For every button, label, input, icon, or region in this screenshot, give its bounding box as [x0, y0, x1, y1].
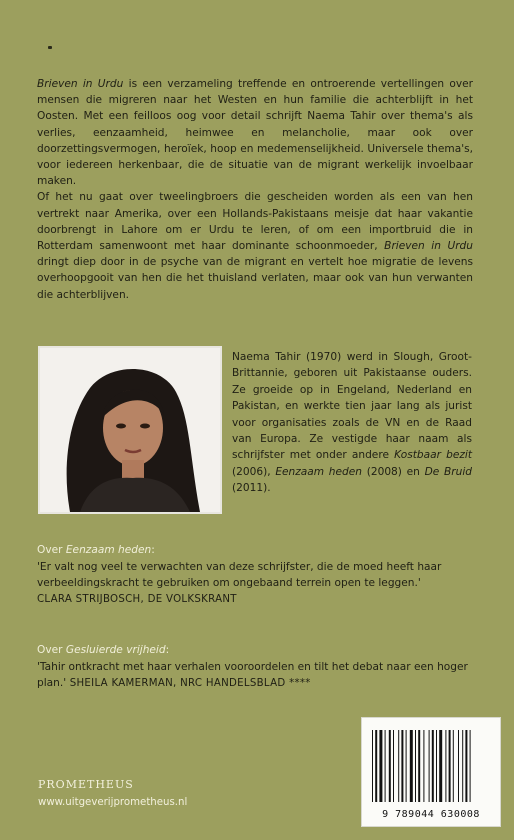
review-text: 'Er valt nog veel te verwachten van deze schrijfster, die de moed heeft haar verbeeldingskracht te gebruiken om ongebaand terrein open te leggen.' — [37, 561, 442, 589]
book-title: Kostbaar bezit — [394, 449, 472, 462]
barcode-bar — [462, 730, 463, 802]
barcode-bar — [432, 730, 434, 802]
author-bio — [232, 349, 472, 497]
review-heading — [37, 644, 473, 656]
review-text — [37, 660, 473, 692]
ink-speck — [48, 46, 52, 49]
bio-text: Naema Tahir (1970) werd in Slough, Groot-Brittannie, geboren uit Pakistaanse ouders. Ze groeide op in Engeland, Nederland en Pakistan, en werkte tien jaar lang als jurist voor organisaties zoals de VN en de Raad van Europa. Ze vestigde haar naam als schrijfster met onder andere — [232, 351, 472, 462]
blurb-text: Of het nu gaat over tweelingbroers die gescheiden worden als een van hen vertrekt naar Amerika, over een Hollands-Pakistaans meisje dat haar vakantie doorbrengt in Lahore om er Urdu te leren, of om een importbruid die in Rotterdam samenwoont met haar dominante schoonmoeder, — [37, 191, 473, 253]
review-source: CLARA STRIJBOSCH, DE VOLKSKRANT — [37, 593, 237, 605]
barcode-bar — [445, 730, 446, 802]
blurb-text: dringt diep door in de psyche van de migrant en vertelt hoe migratie de levens overhoopgooit van hen die het thuisland verlaten, maar ook van hun verwanten die achterblijven. — [37, 256, 473, 301]
review-heading-suffix: : — [165, 644, 170, 656]
bio-text: (2011). — [232, 482, 271, 495]
review-heading — [37, 544, 473, 556]
review-book-title: Gesluierde vrijheid — [65, 644, 166, 656]
blurb-paragraph-2 — [37, 189, 473, 302]
blurb-text: is een verzameling treffende en ontroerende vertellingen over mensen die migreren naar het Westen en hun familie die achterblijft in het Oosten. Met een feilloos oog voor detail schrijft Naema Tahir over thema's als verlies, eenzaamheid, heimwee en melancholie, maar ook over doorzettingsvermogen, heroïek, hoop en medemenselijkheid. Universele thema's, voor iedereen herkenbaar, die de situatie van de migrant werkelijk invoelbaar maken. — [37, 78, 473, 188]
publisher-logo: PROMETHEUS — [38, 778, 134, 791]
barcode-bar — [453, 730, 454, 802]
barcode-bar — [449, 730, 451, 802]
barcode-bar — [458, 730, 459, 802]
barcode-bar — [385, 730, 386, 802]
book-title: Brieven in Urdu — [384, 240, 473, 253]
review-heading-prefix: Over — [37, 644, 66, 656]
barcode-bar — [379, 730, 382, 802]
book-title: Brieven in Urdu — [37, 78, 124, 90]
blurb — [37, 76, 473, 303]
barcode-bar — [429, 730, 430, 802]
barcode-bar — [470, 730, 471, 802]
barcode-bar — [406, 730, 407, 802]
barcode-bar — [439, 730, 442, 802]
review-source: SHEILA KAMERMAN, NRC HANDELSBLAD **** — [66, 677, 311, 689]
blurb-paragraph-1 — [37, 76, 473, 189]
barcode-bar — [423, 730, 424, 802]
review-quote — [37, 644, 473, 692]
barcode — [361, 717, 501, 827]
barcode-bar — [389, 730, 391, 802]
barcode-bar — [415, 730, 416, 802]
barcode-bar — [410, 730, 413, 802]
publisher-website[interactable]: www.uitgeverijprometheus.nl — [38, 797, 188, 808]
barcode-bar — [398, 730, 399, 802]
author-photo — [38, 346, 222, 514]
review-text-body: 'Tahir ontkracht met haar verhalen vooroordelen en tilt het debat naar een hoger plan.' — [37, 661, 468, 689]
barcode-bar — [436, 730, 437, 802]
barcode-bar — [465, 730, 467, 802]
review-book-title: Eenzaam heden — [65, 544, 152, 556]
book-title: De Bruid — [424, 465, 472, 478]
review-heading-prefix: Over — [37, 544, 66, 556]
barcode-bars-icon — [372, 730, 492, 802]
review-heading-suffix: : — [151, 544, 155, 556]
bio-text: (2006), — [232, 465, 276, 478]
barcode-bar — [401, 730, 403, 802]
review-quote — [37, 544, 473, 605]
barcode-bar — [418, 730, 420, 802]
isbn-number: 9 789044 630008 — [382, 809, 480, 820]
book-title: Eenzaam heden — [275, 465, 362, 478]
barcode-bar — [372, 730, 373, 802]
barcode-bar — [375, 730, 377, 802]
barcode-bar — [393, 730, 394, 802]
bio-text: (2008) en — [362, 465, 425, 478]
author-portrait-icon — [40, 348, 220, 512]
